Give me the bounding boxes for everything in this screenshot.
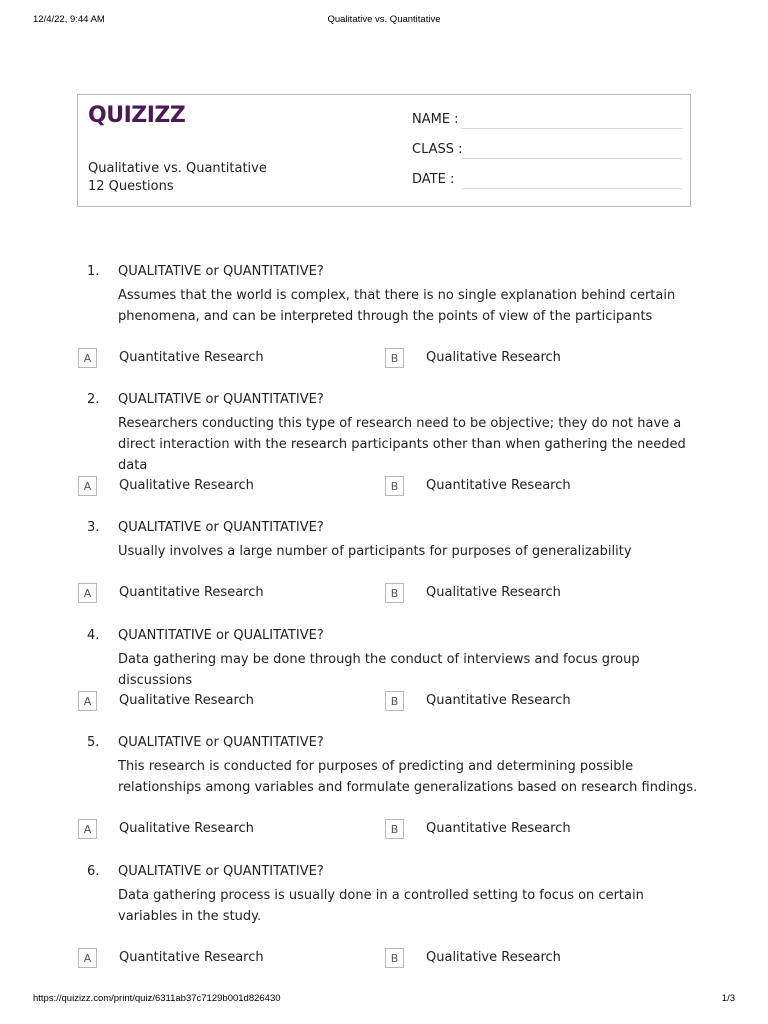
option-letter-badge: B xyxy=(385,948,404,968)
date-field[interactable] xyxy=(412,172,682,192)
question-text: Data gathering process is usually done in a controlled setting to focus on certain variables in the study. xyxy=(118,888,644,924)
option-letter-badge: A xyxy=(78,348,97,368)
date-label: DATE : xyxy=(412,172,455,187)
name-field[interactable] xyxy=(412,112,682,132)
question-number: 4. xyxy=(87,628,100,643)
class-label: CLASS : xyxy=(412,142,463,157)
page-number: 1/3 xyxy=(721,993,735,1004)
question-heading: QUALITATIVE or QUANTITATIVE? xyxy=(118,264,324,279)
question-heading: QUALITATIVE or QUANTITATIVE? xyxy=(118,864,324,879)
option-label: Qualitative Research xyxy=(426,585,561,600)
option-label: Qualitative Research xyxy=(119,478,254,493)
question-number: 2. xyxy=(87,392,100,407)
question-count: 12 Questions xyxy=(88,179,174,194)
class-line xyxy=(462,158,682,159)
print-header xyxy=(0,14,768,34)
option-label: Qualitative Research xyxy=(119,821,254,836)
name-line xyxy=(462,128,682,129)
question-number: 3. xyxy=(87,520,100,535)
question-heading: QUALITATIVE or QUANTITATIVE? xyxy=(118,392,324,407)
option-letter-badge: A xyxy=(78,583,97,603)
class-field[interactable] xyxy=(412,142,682,162)
question-text: Data gathering may be done through the conduct of interviews and focus group discussions xyxy=(118,652,640,688)
option-label: Quantitative Research xyxy=(119,950,264,965)
question-text: Usually involves a large number of participants for purposes of generalizability xyxy=(118,544,632,559)
option-label: Quantitative Research xyxy=(426,478,571,493)
option-letter-badge: B xyxy=(385,348,404,368)
date-line xyxy=(462,188,682,189)
option-label: Qualitative Research xyxy=(426,950,561,965)
question-text: This research is conducted for purposes of predicting and determining possible relationships among variables and formulate generalizations based on research findings. xyxy=(118,759,698,795)
print-url: https://quizizz.com/print/quiz/6311ab37c7129b001d826430 xyxy=(33,993,281,1004)
option-letter-badge: B xyxy=(385,476,404,496)
print-title: Qualitative vs. Quantitative xyxy=(327,14,441,25)
print-footer xyxy=(0,993,768,1013)
question-number: 6. xyxy=(87,864,100,879)
option-label: Quantitative Research xyxy=(119,350,264,365)
option-label: Qualitative Research xyxy=(119,693,254,708)
option-letter-badge: B xyxy=(385,583,404,603)
question-heading: QUALITATIVE or QUANTITATIVE? xyxy=(118,520,324,535)
option-label: Qualitative Research xyxy=(426,350,561,365)
print-datetime: 12/4/22, 9:44 AM xyxy=(33,14,105,25)
option-label: Quantitative Research xyxy=(426,821,571,836)
question-number: 1. xyxy=(87,264,100,279)
quizizz-logo: QUIZIZZ xyxy=(88,103,186,128)
option-letter-badge: B xyxy=(385,819,404,839)
option-letter-badge: A xyxy=(78,948,97,968)
question-heading: QUANTITATIVE or QUALITATIVE? xyxy=(118,628,324,643)
option-letter-badge: B xyxy=(385,691,404,711)
name-label: NAME : xyxy=(412,112,459,127)
question-text: Assumes that the world is complex, that there is no single explanation behind certain phenomena, and can be interpreted through the points of view of the participants xyxy=(118,288,676,324)
question-number: 5. xyxy=(87,735,100,750)
question-heading: QUALITATIVE or QUANTITATIVE? xyxy=(118,735,324,750)
quiz-info-box xyxy=(77,94,691,207)
quiz-title: Qualitative vs. Quantitative xyxy=(88,161,267,176)
option-label: Quantitative Research xyxy=(426,693,571,708)
option-letter-badge: A xyxy=(78,476,97,496)
option-label: Quantitative Research xyxy=(119,585,264,600)
question-text: Researchers conducting this type of research need to be objective; they do not have a direct interaction with the research participants other than when gathering the needed data xyxy=(118,416,686,473)
option-letter-badge: A xyxy=(78,819,97,839)
option-letter-badge: A xyxy=(78,691,97,711)
